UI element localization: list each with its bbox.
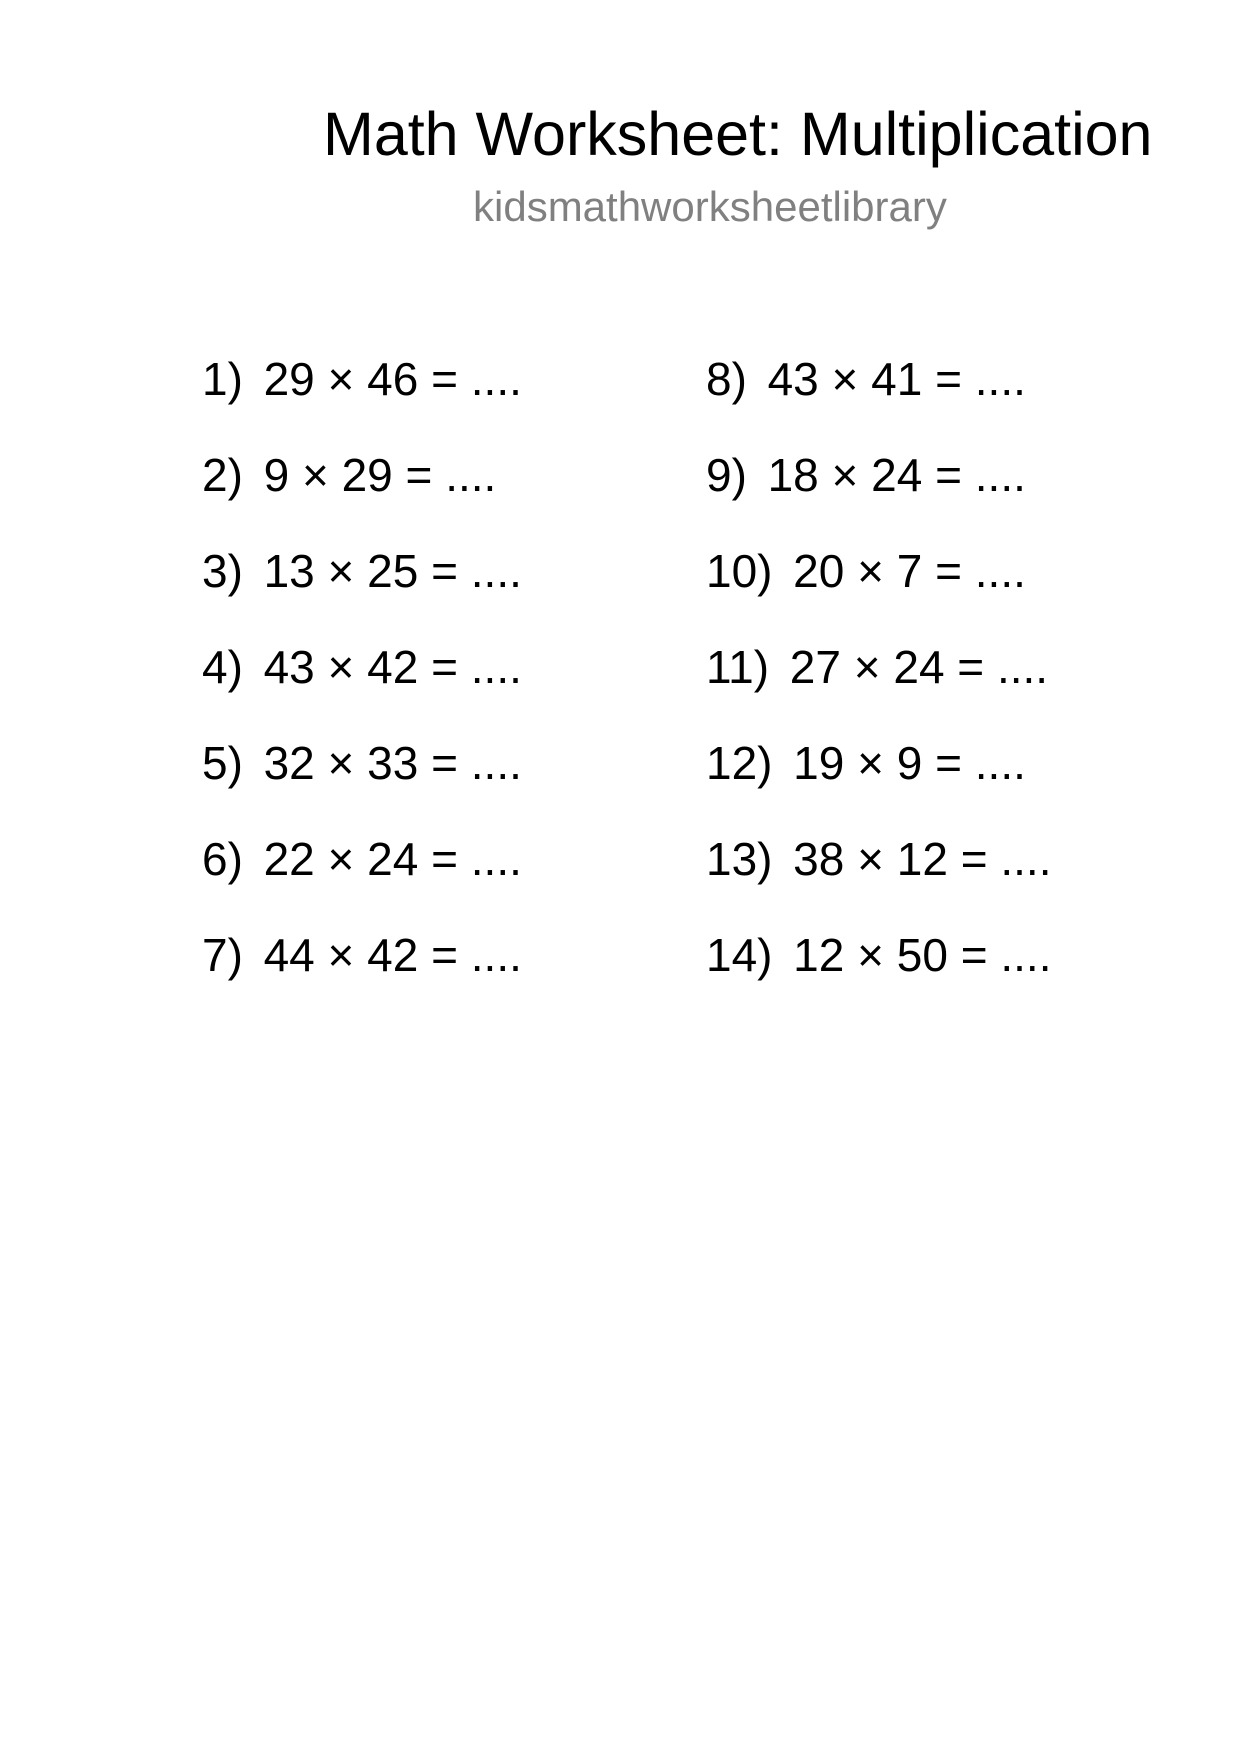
problem-item	[202, 638, 522, 734]
problem-number: 2)	[202, 449, 243, 501]
problem-item	[202, 926, 522, 1022]
page-subtitle: kidsmathworksheetlibrary	[473, 183, 947, 230]
problem-item	[706, 446, 1051, 542]
problem-item	[706, 830, 1051, 926]
problem-number: 9)	[706, 449, 747, 501]
problem-number: 12)	[706, 737, 773, 789]
problem-expression: 22 × 24 = ....	[263, 833, 522, 885]
problem-expression: 38 × 12 = ....	[793, 833, 1052, 885]
problem-expression: 9 × 29 = ....	[263, 449, 497, 501]
problems-right-column	[706, 350, 1051, 1022]
problem-item	[706, 542, 1051, 638]
problem-number: 4)	[202, 641, 243, 693]
problem-number: 14)	[706, 929, 773, 981]
problem-expression: 19 × 9 = ....	[793, 737, 1026, 789]
problem-item	[706, 638, 1051, 734]
problem-expression: 20 × 7 = ....	[793, 545, 1026, 597]
problem-item	[202, 446, 522, 542]
problem-expression: 13 × 25 = ....	[263, 545, 522, 597]
problem-number: 5)	[202, 737, 243, 789]
problem-number: 7)	[202, 929, 243, 981]
problem-number: 6)	[202, 833, 243, 885]
problem-number: 11)	[706, 641, 770, 693]
problem-number: 10)	[706, 545, 773, 597]
problem-item	[706, 926, 1051, 1022]
problem-item	[202, 542, 522, 638]
problem-expression: 44 × 42 = ....	[263, 929, 522, 981]
problem-expression: 12 × 50 = ....	[793, 929, 1052, 981]
problem-number: 8)	[706, 353, 747, 405]
problem-expression: 43 × 41 = ....	[767, 353, 1026, 405]
problem-item	[202, 350, 522, 446]
problem-number: 13)	[706, 833, 773, 885]
problem-expression: 43 × 42 = ....	[263, 641, 522, 693]
problems-left-column	[202, 350, 522, 1022]
problem-number: 1)	[202, 353, 243, 405]
problem-item	[706, 350, 1051, 446]
page-title: Math Worksheet: Multiplication	[323, 100, 1153, 168]
problem-expression: 18 × 24 = ....	[767, 449, 1026, 501]
problem-number: 3)	[202, 545, 243, 597]
problem-expression: 29 × 46 = ....	[263, 353, 522, 405]
problem-item	[706, 734, 1051, 830]
problem-expression: 32 × 33 = ....	[263, 737, 522, 789]
problem-expression: 27 × 24 = ....	[789, 641, 1049, 693]
problem-item	[202, 734, 522, 830]
problem-item	[202, 830, 522, 926]
